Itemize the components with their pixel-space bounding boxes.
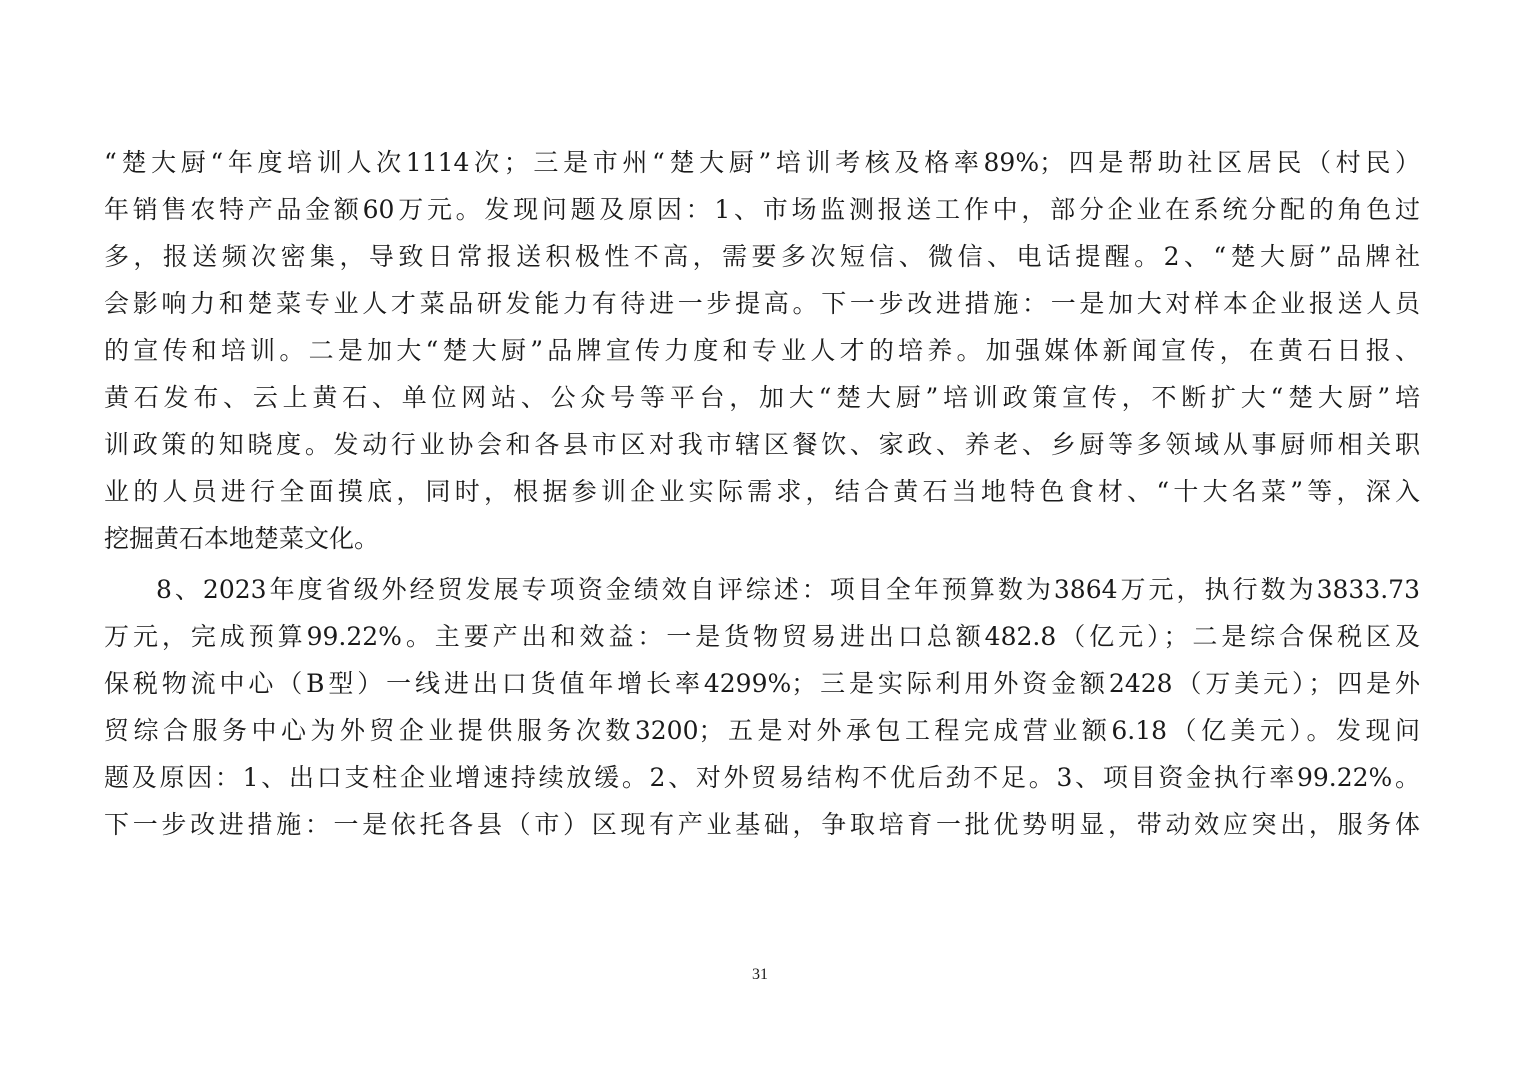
text-line: 贸综合服务中心为外贸企业提供服务次数3200；五是对外承包工程完成营业额6.18（亿美元）。发现问 <box>104 716 1420 745</box>
text-line: 业的人员进行全面摸底，同时，根据参训企业实际需求，结合黄石当地特色食材、“十大名菜”等，深入 <box>104 477 1420 506</box>
body-text <box>104 139 1420 848</box>
text-line: 保税物流中心（B型）一线进出口货值年增长率4299%；三是实际利用外资金额2428（万美元）；四是外 <box>104 669 1420 698</box>
page-number: 31 <box>752 966 768 983</box>
text-line: 年销售农特产品金额60万元。发现问题及原因：1、市场监测报送工作中，部分企业在系统分配的角色过 <box>104 195 1420 224</box>
text-line: 训政策的知晓度。发动行业协会和各县市区对我市辖区餐饮、家政、养老、乡厨等多领域从事厨师相关职 <box>104 430 1420 459</box>
text-line: 多，报送频次密集，导致日常报送积极性不高，需要多次短信、微信、电话提醒。2、“楚大厨”品牌社 <box>104 242 1420 271</box>
text-line: 的宣传和培训。二是加大“楚大厨”品牌宣传力度和专业人才的培养。加强媒体新闻宣传，在黄石日报、 <box>104 336 1420 365</box>
text-line: 会影响力和楚菜专业人才菜品研发能力有待进一步提高。下一步改进措施：一是加大对样本企业报送人员 <box>104 289 1420 318</box>
text-line: 题及原因：1、出口支柱企业增速持续放缓。2、对外贸易结构不优后劲不足。3、项目资金执行率99.22%。 <box>104 763 1420 792</box>
text-line: 黄石发布、云上黄石、单位网站、公众号等平台，加大“楚大厨”培训政策宣传，不断扩大“楚大厨”培 <box>104 383 1420 412</box>
text-line: 挖掘黄石本地楚菜文化。 <box>104 524 380 553</box>
paragraph-chu-chef-training <box>104 139 1420 562</box>
text-line: 万元，完成预算99.22%。主要产出和效益：一是货物贸易进出口总额482.8（亿元）；二是综合保税区及 <box>104 622 1420 651</box>
paragraph-foreign-trade-fund <box>104 566 1420 848</box>
text-line: “楚大厨“年度培训人次1114次；三是市州“楚大厨”培训考核及格率89%；四是帮助社区居民（村民） <box>104 148 1420 177</box>
text-line: 8、2023年度省级外经贸发展专项资金绩效自评综述：项目全年预算数为3864万元，执行数为3833.73 <box>156 575 1420 604</box>
text-line: 下一步改进措施：一是依托各县（市）区现有产业基础，争取培育一批优势明显，带动效应突出，服务体 <box>104 810 1420 839</box>
